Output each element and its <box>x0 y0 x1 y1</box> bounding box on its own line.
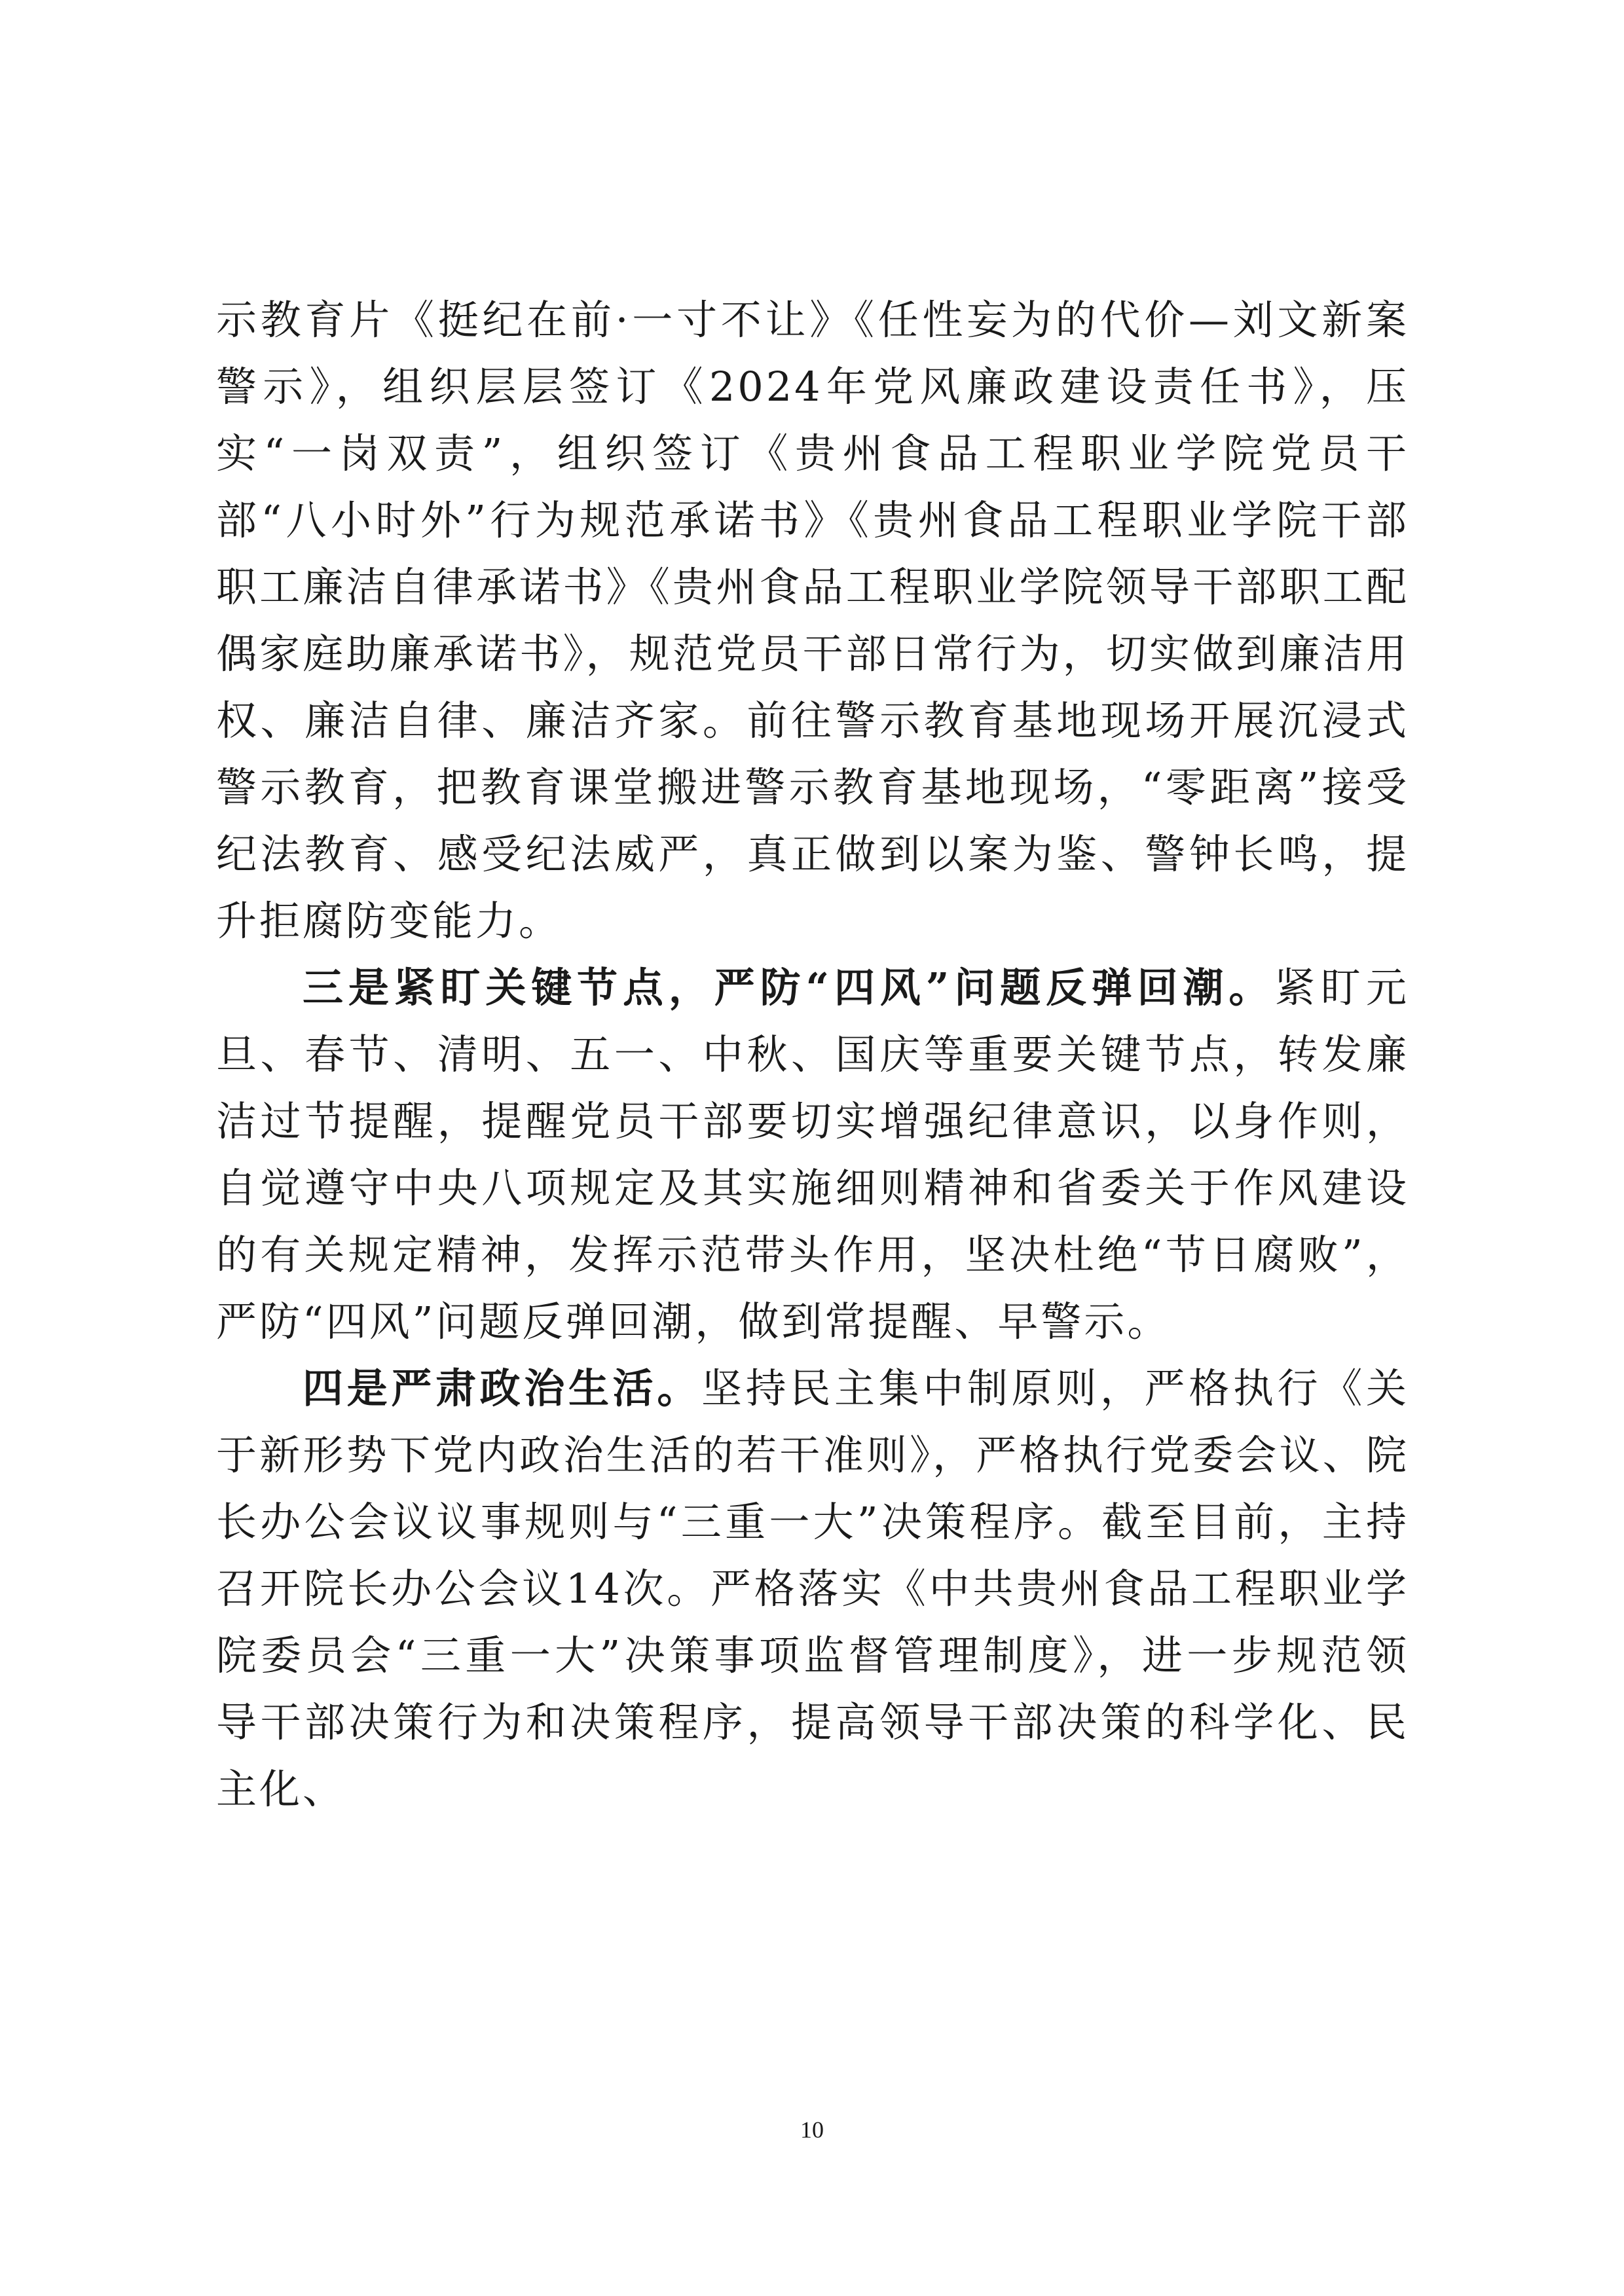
document-body <box>216 287 1409 1823</box>
paragraph-3 <box>216 1355 1409 1823</box>
paragraph-2 <box>216 955 1409 1355</box>
paragraph-1-text: 示教育片《挺纪在前·一寸不让》《任性妄为的代价—刘文新案警示》，组织层层签订《2024年党风廉政建设责任书》，压实“一岗双责”，组织签订《贵州食品工程职业学院党员干部“八小时外”行为规范承诺书》《贵州食品工程职业学院干部职工廉洁自律承诺书》《贵州食品工程职业学院领导干部职工配偶家庭助廉承诺书》，规范党员干部日常行为，切实做到廉洁用权、廉洁自律、廉洁齐家。前往警示教育基地现场开展沉浸式警示教育，把教育课堂搬进警示教育基地现场，“零距离”接受纪法教育、感受纪法威严，真正做到以案为鉴、警钟长鸣，提升拒腐防变能力。 <box>216 296 1409 945</box>
paragraph-3-text: 坚持民主集中制原则，严格执行《关于新形势下党内政治生活的若干准则》，严格执行党委会议、院长办公会议议事规则与“三重一大”决策程序。截至目前，主持召开院长办公会议14次。严格落实《中共贵州食品工程职业学院委员会“三重一大”决策事项监督管理制度》，进一步规范领导干部决策行为和决策程序，提高领导干部决策的科学化、民主化、 <box>216 1364 1409 1813</box>
paragraph-2-heading: 三是紧盯关键节点，严防“四风”问题反弹回潮。 <box>303 964 1275 1011</box>
paragraph-1 <box>216 287 1409 955</box>
paragraph-3-heading: 四是严肃政治生活。 <box>303 1364 701 1412</box>
paragraph-2-text: 紧盯元旦、春节、清明、五一、中秋、国庆等重要关键节点，转发廉洁过节提醒，提醒党员干部要切实增强纪律意识，以身作则，自觉遵守中央八项规定及其实施细则精神和省委关于作风建设的有关规定精神，发挥示范带头作用，坚决杜绝“节日腐败”，严防“四风”问题反弹回潮，做到常提醒、早警示。 <box>216 964 1409 1345</box>
page-number: 10 <box>800 2117 824 2143</box>
